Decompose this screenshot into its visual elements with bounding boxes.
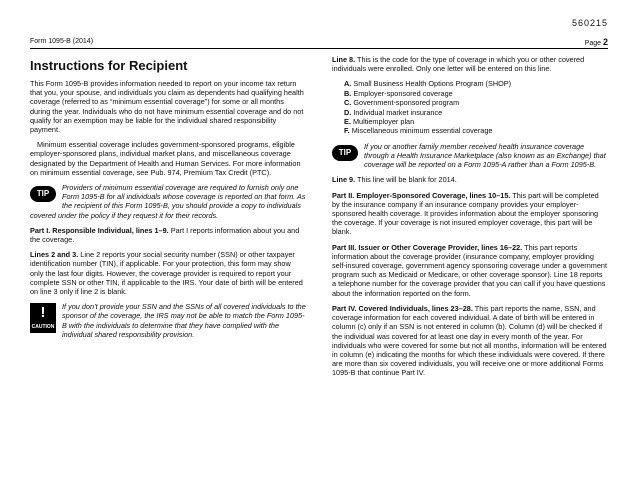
line-9-heading: Line 9. <box>332 175 356 185</box>
list-item: E. Multiemployer plan <box>344 117 415 127</box>
form-identifier: Form 1095-B (2014) <box>30 38 94 45</box>
lines-2-3-paragraph: Lines 2 and 3. Line 2 reports your social security number (SSN) or other taxpayer identification number (TIN), if applicable. For your protection, this form may show only the last four digits. However, the coverage provider is required to report your complete SSN or other TIN, if applicable to the IRS. Your date of birth will be entered on line 3 only if line 2 is blank. <box>30 250 303 297</box>
part-three-paragraph: Part III. Issuer or Other Coverage Provider, lines 16–22. This part reports information about the coverage provider (insurance company, employer providing self-insured coverage, government agency sponsoring coverage under a government program such as Medicaid or Medicare, or other coverage sponsor). Line 18 reports a telephone number for the coverage provider that you can call if you have questions about the information reported on the form. <box>332 242 608 298</box>
part-two-heading: Part II. Employer-Sponsored Coverage, lines 10–15. <box>332 190 511 200</box>
intro-paragraph: This Form 1095-B provides information needed to report on your income tax return that you, your spouse, and individuals you claim as dependents had qualifying health coverage (referred to as “minimum essential coverage”) for some or all months during the year. Individuals who do not have minimum essential coverage and do not qualify for an exemption may be liable for the individual shared responsibility payment. <box>30 79 304 135</box>
part-one-paragraph: Part I. Responsible Individual, lines 1–9. Part I reports information about you and the coverage. <box>30 225 300 245</box>
list-item: C. Government-sponsored program <box>344 98 460 108</box>
page-indicator <box>585 37 608 47</box>
right-column <box>332 55 608 384</box>
coverage-paragraph: Minimum essential coverage includes government-sponsored programs, eligible employer-sponsored plans, individual market plans, and miscellaneous coverage designated by the Department of Health and Human Services. For more information on minimum essential coverage, see Pub. 974, Premium Tax Credit (PTC). <box>30 140 301 177</box>
tip-icon: TIP <box>30 184 56 206</box>
line-8-heading: Line 8. <box>332 55 356 64</box>
lines-2-3-heading: Lines 2 and 3. <box>30 250 79 260</box>
part-one-heading: Part I. Responsible Individual, lines 1–9. <box>30 225 169 235</box>
page-number: 2 <box>602 37 608 47</box>
page-label: Page <box>584 40 602 47</box>
list-item: F. Miscellaneous minimum essential coverage <box>344 126 493 136</box>
tip-icon: TIP <box>332 143 358 165</box>
header-rule <box>30 48 608 49</box>
part-four-paragraph: Part IV. Covered Individuals, lines 23–28. This part reports the name, SSN, and coverage information for each covered individual. A date of birth will be entered in column (c) only if an SSN is not entered in column (b). Column (d) will be checked if the individual was covered for at least one day in every month of the year. For individuals who were covered for some but not all months, information will be entered in column (e) indicating the months for which these individuals were covered. If there are more than six covered individuals, you will receive one or more additional Forms 1095-B that continue Part IV. <box>332 303 607 378</box>
tip-text-2: If you or another family member received health insurance coverage through a Health Insurance Marketplace (also known as an Exchange) that coverage will be reported on a Form 1095-A rather than a Form 1095-B. <box>364 141 606 170</box>
caution-text: If you don’t provide your SSN and the SSNs of all covered individuals to the sponsor of the coverage, the IRS may not be able to match the Form 1095-B with the individuals to determine that they have complied with the individual shared responsibility provision. <box>62 302 306 339</box>
part-three-heading: Part III. Issuer or Other Coverage Provider, lines 16–22. <box>332 242 523 252</box>
line-9-paragraph: Line 9. This line will be blank for 2014. <box>332 175 457 185</box>
part-two-paragraph: Part II. Employer-Sponsored Coverage, lines 10–15. This part will be completed by the insurance company if an insurance company provides your employer-sponsored health coverage. It provides information about the employer sponsoring the coverage. If your coverage is not insured employer coverage, this part will be blank. <box>332 190 599 237</box>
caution-callout <box>30 302 306 339</box>
list-item: A. Small Business Health Options Program (SHOP) <box>344 79 512 89</box>
line-8-paragraph: Line 8. This is the code for the type of coverage in which you or other covered individuals were enrolled. Only one letter will be entered on this line. <box>332 55 585 74</box>
part-four-heading: Part IV. Covered Individuals, lines 23–28. <box>332 303 473 313</box>
tip-callout-2 <box>332 142 608 170</box>
caution-icon: ! CAUTION <box>30 303 56 333</box>
document-code: 560215 <box>571 18 608 28</box>
coverage-code-list <box>332 79 608 135</box>
list-item: D. Individual market insurance <box>344 107 443 117</box>
tip-callout-1 <box>30 183 306 220</box>
left-column <box>30 55 306 345</box>
list-item: B. Employer-sponsored coverage <box>344 88 453 98</box>
page-title: Instructions for Recipient <box>30 58 188 73</box>
tip-text-1: Providers of minimum essential coverage are required to furnish only one Form 1095-B for all individuals whose coverage is reported on that form. As the recipient of this Form 1095-B, you should provide a copy to individuals covered under the policy if they request it for their records. <box>30 183 306 220</box>
